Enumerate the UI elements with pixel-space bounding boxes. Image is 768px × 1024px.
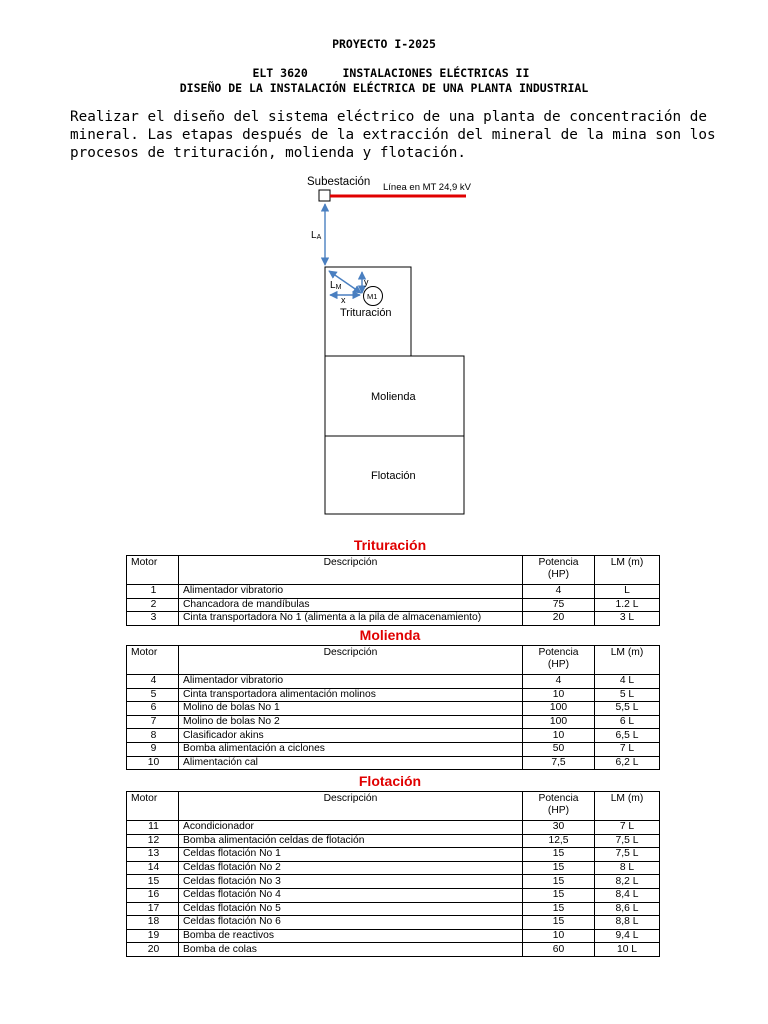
table-row bbox=[127, 916, 660, 930]
table-row bbox=[127, 943, 660, 957]
motor-description: Acondicionador bbox=[179, 821, 523, 835]
intro-line: procesos de trituración, molienda y flotación. bbox=[70, 145, 466, 161]
motor-power: 20 bbox=[523, 612, 595, 626]
motor-lm: 9,4 L bbox=[595, 929, 660, 943]
motor-power: 10 bbox=[523, 688, 595, 702]
motor-number: 7 bbox=[127, 715, 179, 729]
substation-box bbox=[319, 190, 330, 201]
table-row bbox=[127, 888, 660, 902]
motor-number: 1 bbox=[127, 585, 179, 599]
motor-lm: L bbox=[595, 585, 660, 599]
motor-number: 20 bbox=[127, 943, 179, 957]
table-header-row bbox=[127, 556, 660, 585]
motor-description: Alimentación cal bbox=[179, 756, 523, 770]
motor-description: Clasificador akins bbox=[179, 729, 523, 743]
motor-description: Bomba de colas bbox=[179, 943, 523, 957]
motor-power: 7,5 bbox=[523, 756, 595, 770]
motor-power: 15 bbox=[523, 861, 595, 875]
motor-m1-label: M1 bbox=[367, 292, 378, 301]
motor-lm: 6 L bbox=[595, 715, 660, 729]
motor-number: 19 bbox=[127, 929, 179, 943]
lm-main: L bbox=[330, 280, 336, 291]
course-code: ELT 3620 bbox=[252, 66, 308, 80]
motor-number: 14 bbox=[127, 861, 179, 875]
motor-power: 100 bbox=[523, 715, 595, 729]
motor-lm: 3 L bbox=[595, 612, 660, 626]
motor-table-flotacion bbox=[126, 791, 660, 957]
motor-power: 50 bbox=[523, 742, 595, 756]
table-row bbox=[127, 742, 660, 756]
motor-number: 8 bbox=[127, 729, 179, 743]
table-row bbox=[127, 875, 660, 889]
motor-description: Celdas flotación No 3 bbox=[179, 875, 523, 889]
motor-power: 4 bbox=[523, 585, 595, 599]
motor-lm: 8 L bbox=[595, 861, 660, 875]
col-potencia: Potencia (HP) bbox=[523, 646, 595, 675]
motor-description: Molino de bolas No 2 bbox=[179, 715, 523, 729]
motor-description: Celdas flotación No 5 bbox=[179, 902, 523, 916]
table-row bbox=[127, 612, 660, 626]
motor-number: 3 bbox=[127, 612, 179, 626]
col-motor: Motor bbox=[127, 792, 179, 821]
table-row bbox=[127, 688, 660, 702]
substation-label: Subestación bbox=[307, 176, 371, 188]
motor-number: 18 bbox=[127, 916, 179, 930]
y-label: y bbox=[364, 277, 369, 287]
motor-power: 15 bbox=[523, 848, 595, 862]
motor-lm: 10 L bbox=[595, 943, 660, 957]
motor-description: Bomba alimentación celdas de flotación bbox=[179, 834, 523, 848]
motor-table-trituracion bbox=[126, 555, 660, 626]
motor-power: 10 bbox=[523, 929, 595, 943]
motor-number: 12 bbox=[127, 834, 179, 848]
lm-label bbox=[330, 280, 342, 291]
col-lm: LM (m) bbox=[595, 792, 660, 821]
table-header-row bbox=[127, 792, 660, 821]
motor-number: 9 bbox=[127, 742, 179, 756]
motor-lm: 6,5 L bbox=[595, 729, 660, 743]
document-title: DISEÑO DE LA INSTALACIÓN ELÉCTRICA DE UNA PLANTA INDUSTRIAL bbox=[179, 81, 589, 95]
motor-power: 60 bbox=[523, 943, 595, 957]
col-lm: LM (m) bbox=[595, 556, 660, 585]
col-descripcion: Descripción bbox=[179, 556, 523, 585]
col-potencia: Potencia (HP) bbox=[523, 792, 595, 821]
motor-power: 75 bbox=[523, 598, 595, 612]
motor-number: 10 bbox=[127, 756, 179, 770]
motor-lm: 7,5 L bbox=[595, 834, 660, 848]
motor-power: 10 bbox=[523, 729, 595, 743]
motor-description: Molino de bolas No 1 bbox=[179, 702, 523, 716]
motor-description: Celdas flotación No 2 bbox=[179, 861, 523, 875]
motor-description: Cinta transportadora No 1 (alimenta a la pila de almacenamiento) bbox=[179, 612, 523, 626]
motor-lm: 7,5 L bbox=[595, 848, 660, 862]
col-descripcion: Descripción bbox=[179, 792, 523, 821]
table-row bbox=[127, 729, 660, 743]
la-main: L bbox=[311, 230, 317, 241]
motor-power: 15 bbox=[523, 916, 595, 930]
motor-lm: 7 L bbox=[595, 821, 660, 835]
motor-table-molienda bbox=[126, 645, 660, 770]
motor-lm: 5 L bbox=[595, 688, 660, 702]
motor-lm: 8,2 L bbox=[595, 875, 660, 889]
table-row bbox=[127, 585, 660, 599]
section-title-molienda: Molienda bbox=[359, 627, 421, 643]
motor-power: 15 bbox=[523, 875, 595, 889]
lm-sub: M bbox=[335, 284, 342, 291]
motor-power: 30 bbox=[523, 821, 595, 835]
table-row bbox=[127, 902, 660, 916]
la-label bbox=[311, 230, 322, 241]
course-name: INSTALACIONES ELÉCTRICAS II bbox=[342, 66, 530, 80]
col-descripcion: Descripción bbox=[179, 646, 523, 675]
motor-description: Bomba de reactivos bbox=[179, 929, 523, 943]
motor-description: Celdas flotación No 1 bbox=[179, 848, 523, 862]
motor-lm: 4 L bbox=[595, 675, 660, 689]
table-row bbox=[127, 821, 660, 835]
la-sub: A bbox=[316, 234, 322, 241]
motor-power: 15 bbox=[523, 888, 595, 902]
area-molienda-label: Molienda bbox=[371, 391, 416, 403]
table-row bbox=[127, 702, 660, 716]
motor-lm: 8,8 L bbox=[595, 916, 660, 930]
motor-number: 15 bbox=[127, 875, 179, 889]
motor-description: Alimentador vibratorio bbox=[179, 585, 523, 599]
motor-description: Alimentador vibratorio bbox=[179, 675, 523, 689]
motor-power: 100 bbox=[523, 702, 595, 716]
col-motor: Motor bbox=[127, 646, 179, 675]
motor-description: Celdas flotación No 4 bbox=[179, 888, 523, 902]
col-motor: Motor bbox=[127, 556, 179, 585]
motor-description: Chancadora de mandíbulas bbox=[179, 598, 523, 612]
x-label: x bbox=[341, 295, 346, 305]
col-potencia: Potencia (HP) bbox=[523, 556, 595, 585]
motor-power: 4 bbox=[523, 675, 595, 689]
motor-lm: 1.2 L bbox=[595, 598, 660, 612]
table-row bbox=[127, 929, 660, 943]
col-lm: LM (m) bbox=[595, 646, 660, 675]
motor-number: 11 bbox=[127, 821, 179, 835]
section-title-trituracion: Trituración bbox=[353, 537, 427, 553]
table-row bbox=[127, 848, 660, 862]
table-row bbox=[127, 861, 660, 875]
motor-number: 16 bbox=[127, 888, 179, 902]
motor-number: 6 bbox=[127, 702, 179, 716]
table-row bbox=[127, 715, 660, 729]
motor-number: 5 bbox=[127, 688, 179, 702]
motor-power: 15 bbox=[523, 902, 595, 916]
motor-lm: 8,4 L bbox=[595, 888, 660, 902]
area-trituracion-label: Trituración bbox=[340, 307, 392, 319]
motor-number: 17 bbox=[127, 902, 179, 916]
section-title-flotacion: Flotación bbox=[358, 773, 422, 789]
motor-description: Bomba alimentación a ciclones bbox=[179, 742, 523, 756]
intro-line: mineral. Las etapas después de la extracción del mineral de la mina son los bbox=[70, 127, 716, 143]
motor-lm: 5,5 L bbox=[595, 702, 660, 716]
table-header-row bbox=[127, 646, 660, 675]
motor-description: Cinta transportadora alimentación molinos bbox=[179, 688, 523, 702]
motor-number: 2 bbox=[127, 598, 179, 612]
motor-lm: 7 L bbox=[595, 742, 660, 756]
motor-lm: 6,2 L bbox=[595, 756, 660, 770]
motor-number: 4 bbox=[127, 675, 179, 689]
table-row bbox=[127, 756, 660, 770]
table-row bbox=[127, 675, 660, 689]
motor-number: 13 bbox=[127, 848, 179, 862]
intro-line: Realizar el diseño del sistema eléctrico de una planta de concentración de bbox=[70, 109, 707, 125]
table-row bbox=[127, 834, 660, 848]
table-row bbox=[127, 598, 660, 612]
motor-description: Celdas flotación No 6 bbox=[179, 916, 523, 930]
mv-line-label: Línea en MT 24,9 kV bbox=[383, 182, 472, 193]
motor-lm: 8,6 L bbox=[595, 902, 660, 916]
project-title: PROYECTO I-2025 bbox=[332, 37, 436, 51]
area-flotacion-label: Flotación bbox=[371, 470, 416, 482]
motor-power: 12,5 bbox=[523, 834, 595, 848]
